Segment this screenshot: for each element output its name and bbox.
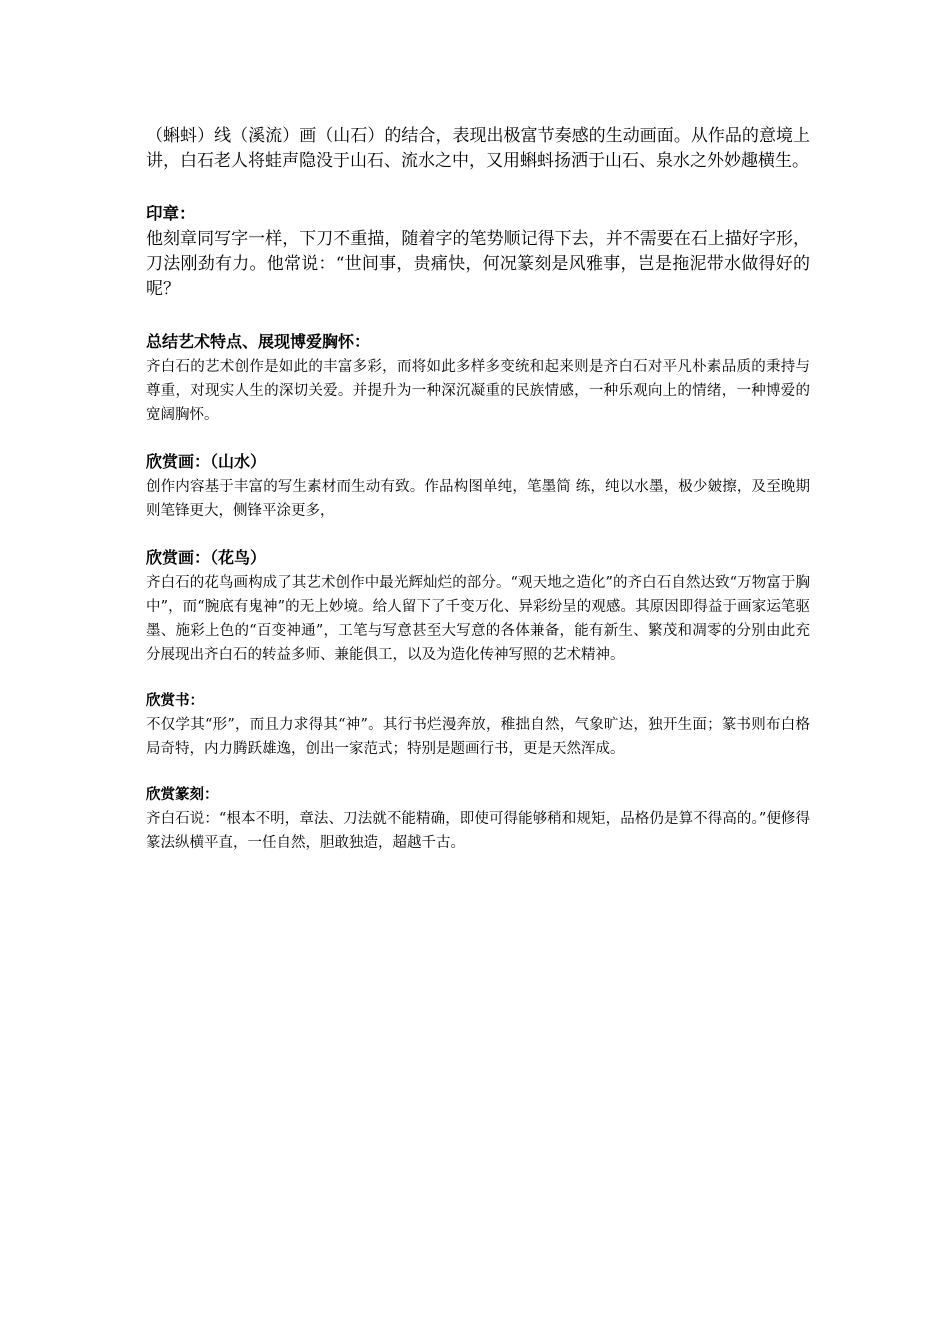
seal-heading: 印章：: [146, 204, 196, 223]
seal-paragraph: 他刻章同写字一样，下刀不重描，随着字的笔势顺记得下去，并不需要在石上描好字形，刀法刚劲有力。他常说：“世间事，贵痛快，何况篆刻是风雅事，岂是拖泥带水做得好的呢？: [146, 229, 810, 299]
flowers-paragraph: 齐白石的花鸟画构成了其艺术创作中最光辉灿烂的部分。“观天地之造化”的齐白石自然达致“万物富于胸中”，而“腕底有鬼神”的无上妙境。给人留下了千变万化、异彩纷呈的观感。其原因即得益于画家运笔驱墨、施彩上色的“百变神通”，工笔与写意甚至大写意的各体兼备，能有新生、繁茂和凋零的分别由此充分展现出齐白石的转益多师、兼能俱工，以及为造化传神写照的艺术精神。: [146, 575, 810, 663]
calligraphy-paragraph: 不仅学其“形”，而且力求得其“神”。其行书烂漫奔放，稚拙自然，气象旷达，独开生面；篆书则布白格局奇特，内力腾跃雄逸，创出一家范式；特别是题画行书，更是天然浑成。: [146, 717, 810, 757]
intro-paragraph: （蝌蚪）线（溪流）画（山石）的结合，表现出极富节奏感的生动画面。从作品的意境上讲，白石老人将蛙声隐没于山石、流水之中，又用蝌蚪扬洒于山石、泉水之外妙趣横生。: [146, 126, 810, 171]
landscape-paragraph: 创作内容基于丰富的写生素材而生动有致。作品构图单纯，笔墨简 练，纯以水墨，极少皴擦，及至晚期则笔锋更大，侧锋平涂更多，: [146, 479, 810, 519]
carving-heading: 欣赏篆刻：: [146, 787, 219, 803]
flowers-section: [146, 545, 810, 667]
summary-heading: 总结艺术特点、展现博爱胸怀：: [146, 332, 371, 351]
summary-section: [146, 329, 810, 427]
calligraphy-heading: 欣赏书：: [146, 693, 204, 709]
flowers-heading: 欣赏画：（花鸟）: [146, 548, 267, 567]
carving-paragraph: 齐白石说：“根本不明，章法、刀法就不能精确，即使可得能够稍和规矩，品格仍是算不得高的。”便修得篆法纵横平直，一任自然，胆敢独造，超越千古。: [146, 811, 810, 851]
landscape-heading: 欣赏画：（山水）: [146, 452, 267, 471]
landscape-section: [146, 449, 810, 523]
carving-section: [146, 783, 810, 855]
document-page: [146, 124, 810, 855]
summary-paragraph: 齐白石的艺术创作是如此的丰富多彩，而将如此多样多变统和起来则是齐白石对平凡朴素品质的秉持与尊重，对现实人生的深切关爱。并提升为一种深沉凝重的民族情感，一种乐观向上的情绪，一种博爱的宽阔胸怀。: [146, 359, 810, 423]
intro-section: [146, 124, 810, 174]
seal-section: [146, 201, 810, 302]
calligraphy-section: [146, 689, 810, 761]
